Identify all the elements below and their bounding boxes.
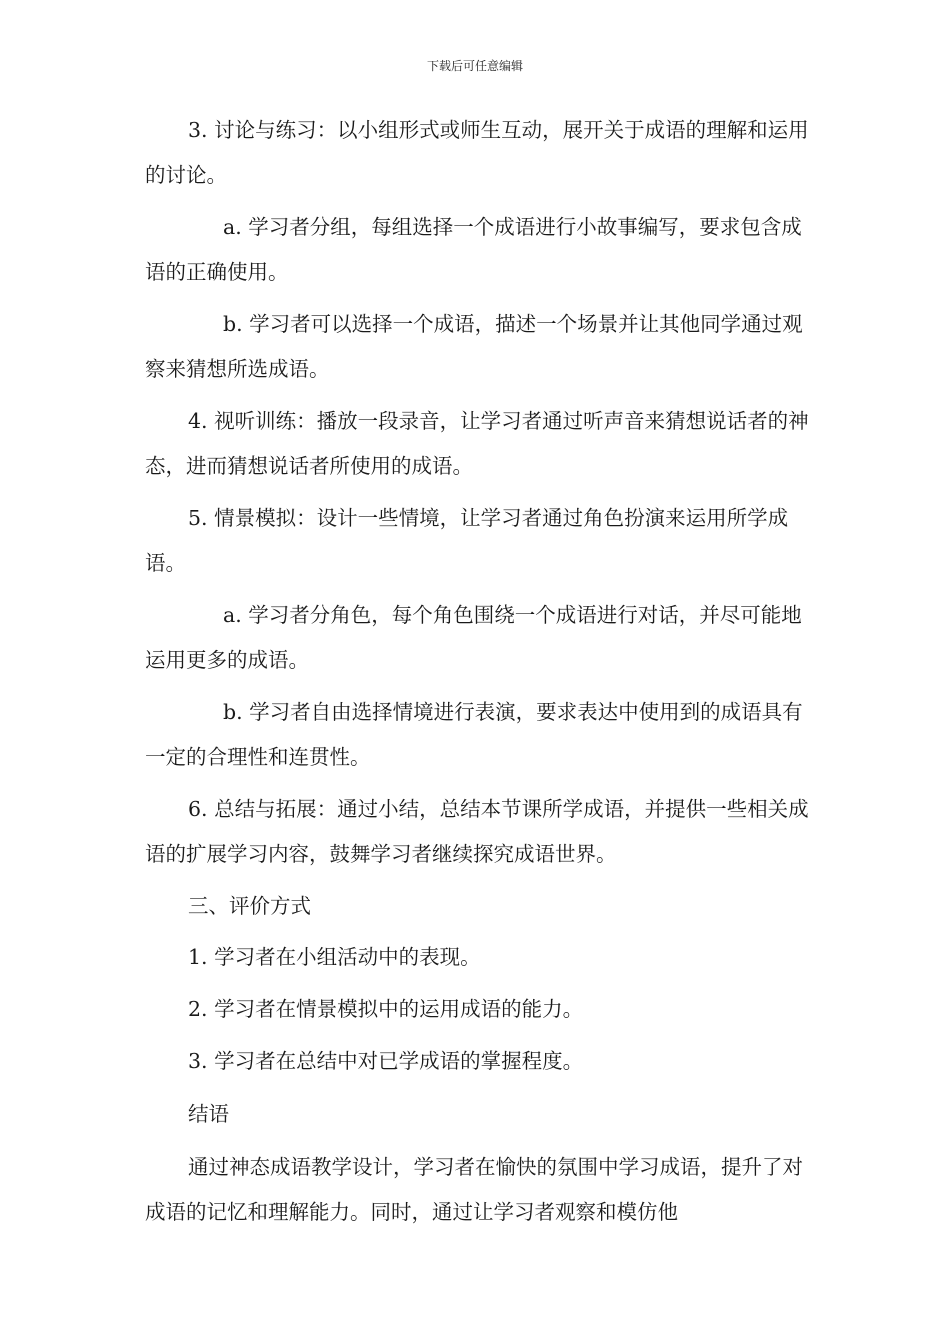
paragraph-discussion-a: a. 学习者分组，每组选择一个成语进行小故事编写，要求包含成语的正确使用。 [145,215,802,284]
paragraph-scenario: 5. 情景模拟：设计一些情境，让学习者通过角色扮演来运用所学成语。 [145,506,789,575]
paragraph-conclusion: 通过神态成语教学设计，学习者在愉快的氛围中学习成语，提升了对成语的记忆和理解能力。同时，通过让学习者观察和模仿他 [145,1155,803,1224]
paragraph-discussion: 3. 讨论与练习：以小组形式或师生互动，展开关于成语的理解和运用的讨论。 [145,118,809,187]
paragraph-discussion-b: b. 学习者可以选择一个成语，描述一个场景并让其他同学通过观察来猜想所选成语。 [145,312,803,381]
section-heading-conclusion: 结语 [188,1102,229,1126]
page-header: 下载后可任意编辑 [426,59,523,73]
evaluation-item-3: 3. 学习者在总结中对已学成语的掌握程度。 [188,1049,584,1073]
evaluation-item-2: 2. 学习者在情景模拟中的运用成语的能力。 [188,997,584,1021]
paragraph-scenario-a: a. 学习者分角色，每个角色围绕一个成语进行对话，并尽可能地运用更多的成语。 [145,603,802,672]
evaluation-item-1: 1. 学习者在小组活动中的表现。 [188,945,481,969]
section-heading-evaluation: 三、评价方式 [188,894,311,918]
paragraph-audiovisual: 4. 视听训练：播放一段录音，让学习者通过听声音来猜想说话者的神态，进而猜想说话者所使用的成语。 [145,409,809,478]
paragraph-scenario-b: b. 学习者自由选择情境进行表演，要求表达中使用到的成语具有一定的合理性和连贯性。 [145,700,803,769]
paragraph-summary: 6. 总结与拓展：通过小结，总结本节课所学成语，并提供一些相关成语的扩展学习内容，鼓舞学习者继续探究成语世界。 [145,797,809,866]
